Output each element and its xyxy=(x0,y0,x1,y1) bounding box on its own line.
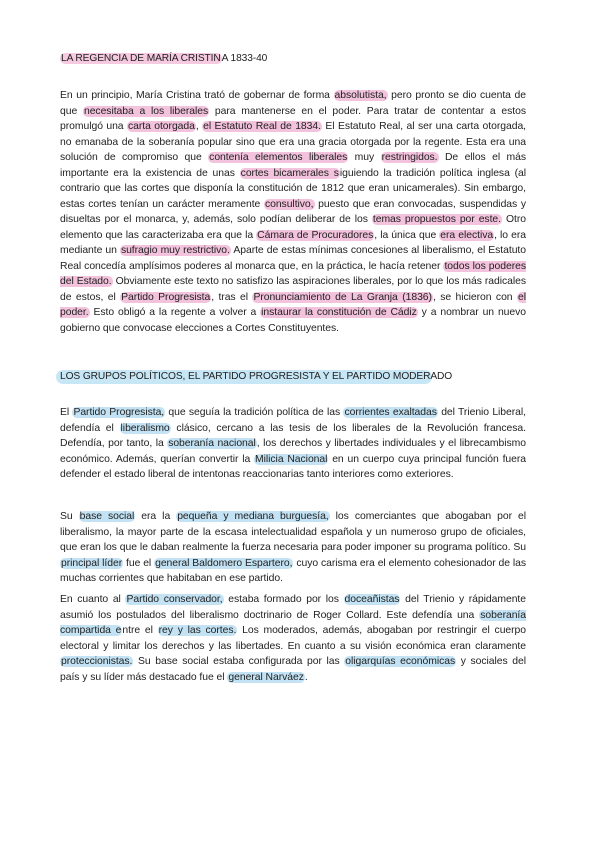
section-title-regencia xyxy=(60,53,267,64)
highlighted-text: absolutista, xyxy=(334,90,387,101)
text-run: Obviamente este texto no satisfizo las aspiraciones liberales, por lo que los más radicales de estos, el xyxy=(60,276,526,303)
highlighted-text: todos los poderes del Estado. xyxy=(60,260,526,287)
highlighted-text: consultivo, xyxy=(264,198,314,210)
highlighted-text: sufragio muy restrictivo. xyxy=(120,245,230,256)
text-run: , la única que xyxy=(374,229,440,241)
text-run: era la xyxy=(135,511,177,522)
text-run: El xyxy=(60,407,73,418)
text-run: De ellos el más importante era la existencia de unas xyxy=(60,152,527,179)
highlighted-text: el poder. xyxy=(60,291,526,318)
text-run: y sociales del país y su líder más destacado fue el xyxy=(60,656,526,683)
highlighted-text: soberanía compartida e xyxy=(60,609,526,636)
text-run: Su base social estaba configurada por las xyxy=(133,656,345,667)
paragraph-base-social xyxy=(60,509,526,587)
text-run: , se hicieron con xyxy=(432,291,517,303)
text-run: , tras el xyxy=(211,291,253,303)
highlighted-text: restringidos. xyxy=(381,152,438,163)
text-run: que seguía la tradición política de las xyxy=(165,407,344,418)
highlighted-text: doceañistas xyxy=(344,594,400,605)
text-run: para mantenerse en el poder. Para tratar de contentar a estos promulgó una xyxy=(60,105,526,132)
text-run: , los derechos y libertades individuales y el librecambismo económico. Además, querían convertir la xyxy=(60,438,526,465)
highlighted-text: proteccionistas. xyxy=(61,656,133,667)
highlighted-text: era electiva xyxy=(440,229,494,241)
highlighted-text: Cámara de Procuradores xyxy=(257,229,374,241)
highlighted-text: necesitaba a los liberales xyxy=(83,105,209,117)
title-rest: A 1833-40 xyxy=(221,53,268,64)
text-run: del Trienio y rápidamente asumió los postulados del liberalismo doctrinario de Roger Collard. Este defendía una xyxy=(60,594,526,621)
highlighted-text: Pronunciamiento de La Granja (1836) xyxy=(253,291,432,303)
highlighted-text: Partido Progresista, xyxy=(73,407,165,418)
text-run: del Trienio Liberal, defendía el xyxy=(60,407,527,434)
text-run: los comerciantes que abogaban por el liberalismo, la mayor parte de la escasa intelectualidad española y un numeroso grupo de oficiales, que eran los que le daban realmente la fuerza necesaria para poder imponer su programa político. Su xyxy=(60,511,526,553)
section-title-grupos-politicos: LOS GRUPOS POLÍTICOS, EL PARTIDO PROGRESISTA Y EL PARTIDO MODERADO xyxy=(60,371,453,382)
title-highlight: LA REGENCIA DE MARÍA CRISTIN xyxy=(61,53,221,64)
text-run: iguiendo la tradición política inglesa (al contrario que las cortes que disponía la constitución de 1812 que eran unicamerales). Sin embargo, estas cortes tenían un carácter meramente xyxy=(60,167,526,210)
text-run: pero pronto se dio cuenta de que xyxy=(60,90,526,117)
text-run: en un cuerpo cuya principal función fuera defender el estado liberal de intentonas reaccionarias tanto interiores como exteriores. xyxy=(60,453,527,480)
highlighted-text: general Baldomero Espartero, xyxy=(155,557,293,569)
text-run: Otro elemento que las caracterizaba era que la xyxy=(60,214,526,241)
text-run: Los moderados, además, abogaban por restringir el cuerpo electoral y limitar los derechos y las libertades. En cuanto a su visión económica eran claramente xyxy=(60,625,527,652)
text-run: En un principio, María Cristina trató de gobernar de forma xyxy=(60,90,334,101)
text-run: ntre el xyxy=(122,625,158,636)
highlighted-text: contenía elementos liberales xyxy=(209,152,348,163)
text-run: , xyxy=(195,121,203,132)
text-run: puesto que eran convocadas, suspendidas y disueltas por el monarca, y, además, solo podían deliberar de los xyxy=(60,198,526,225)
highlighted-text: rey y las cortes. xyxy=(158,625,237,636)
highlighted-text: base social xyxy=(79,511,135,522)
text-run: El Estatuto Real, al ser una carta otorgada, no emanaba de la soberanía popular sino que era una gracia otorgada por la regente. Esta era una solución de compromiso que xyxy=(60,121,527,163)
paragraph-partido-moderado xyxy=(60,592,526,685)
text-run: clásico, cercano a las tesis de los liberales de la Revolución francesa. Defendía, por tanto, la xyxy=(60,422,526,449)
paragraph-partido-progresista xyxy=(60,405,526,483)
text-run: estaba formado por los xyxy=(223,594,344,605)
highlighted-text: soberanía nacional xyxy=(168,438,256,449)
text-run: En cuanto al xyxy=(60,594,126,605)
text-run: , lo era mediante un xyxy=(60,229,526,256)
highlighted-text: el Estatuto Real de 1834. xyxy=(203,121,321,132)
highlighted-text: principal líder xyxy=(61,557,123,569)
highlighted-text: cortes bicamerales s xyxy=(240,167,339,179)
highlighted-text: carta otorgada xyxy=(127,121,195,132)
highlighted-text: liberalismo xyxy=(120,422,170,434)
text-run: cuyo carisma era el elemento cohesionador de las muchas corrientes que habitaban en ese partido. xyxy=(60,557,526,584)
highlighted-text: general Narváez xyxy=(228,671,304,683)
paragraph-regencia xyxy=(60,88,526,336)
text-run: Aparte de estas mínimas concesiones al liberalismo, el Estatuto Real concedía amplísimos poderes al monarca que, en la práctica, le hacía retener xyxy=(60,245,526,272)
text-run: y a nombrar un nuevo gobierno que convocase elecciones a Cortes Constituyentes. xyxy=(60,307,526,334)
text-run: Esto obligó a la regente a volver a xyxy=(89,307,261,318)
text-run: Su xyxy=(60,511,79,522)
highlighted-text: Partido Progresista xyxy=(121,291,211,303)
highlighted-text: temas propuestos por este. xyxy=(372,214,501,225)
highlighted-text: Milicia Nacional xyxy=(255,453,328,465)
highlighted-text: corrientes exaltadas xyxy=(344,407,437,418)
text-run: muy xyxy=(348,152,381,163)
text-run: . xyxy=(304,671,308,683)
highlighted-text: oligarquías económicas xyxy=(345,656,456,667)
highlighted-text: instaurar la constitución de Cádiz xyxy=(261,307,417,318)
highlighted-text: Partido conservador, xyxy=(126,594,223,605)
highlighted-text: pequeña y mediana burguesía, xyxy=(177,511,329,522)
text-run: fue el xyxy=(123,557,155,569)
